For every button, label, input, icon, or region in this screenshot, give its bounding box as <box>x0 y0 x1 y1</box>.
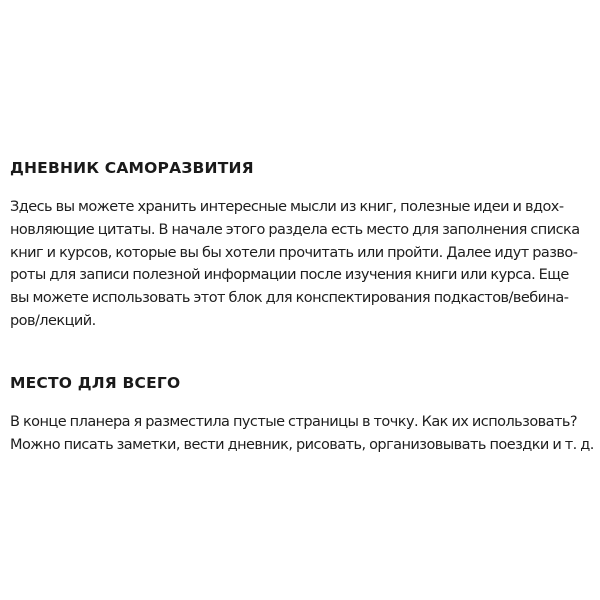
document-content <box>10 158 596 456</box>
section-paragraph <box>10 411 596 457</box>
paragraph-line: Можно писать заметки, вести дневник, рисовать, организовывать поездки и т. д. <box>10 436 594 453</box>
paragraph-line: вы можете использовать этот блок для конспектирования подкастов/вебина- <box>10 290 569 307</box>
paragraph-line: книг и курсов, которые вы бы хотели прочитать или пройти. Далее идут разво- <box>10 244 578 261</box>
paragraph-line: ров/лекций. <box>10 312 96 329</box>
section-self-development-diary <box>10 158 596 333</box>
section-heading: ДНЕВНИК САМОРАЗВИТИЯ <box>10 159 254 177</box>
paragraph-line: Здесь вы можете хранить интересные мысли из книг, полезные идеи и вдох- <box>10 199 564 215</box>
section-place-for-everything <box>10 373 596 457</box>
paragraph-line: новляющие цитаты. В начале этого раздела есть место для заполнения списка <box>10 221 580 238</box>
paragraph-line: В конце планера я разместила пустые страницы в точку. Как их использовать? <box>10 413 578 430</box>
section-heading: МЕСТО ДЛЯ ВСЕГО <box>10 373 181 392</box>
section-paragraph <box>10 196 596 333</box>
paragraph-line: роты для записи полезной информации после изучения книги или курса. Еще <box>10 267 569 284</box>
